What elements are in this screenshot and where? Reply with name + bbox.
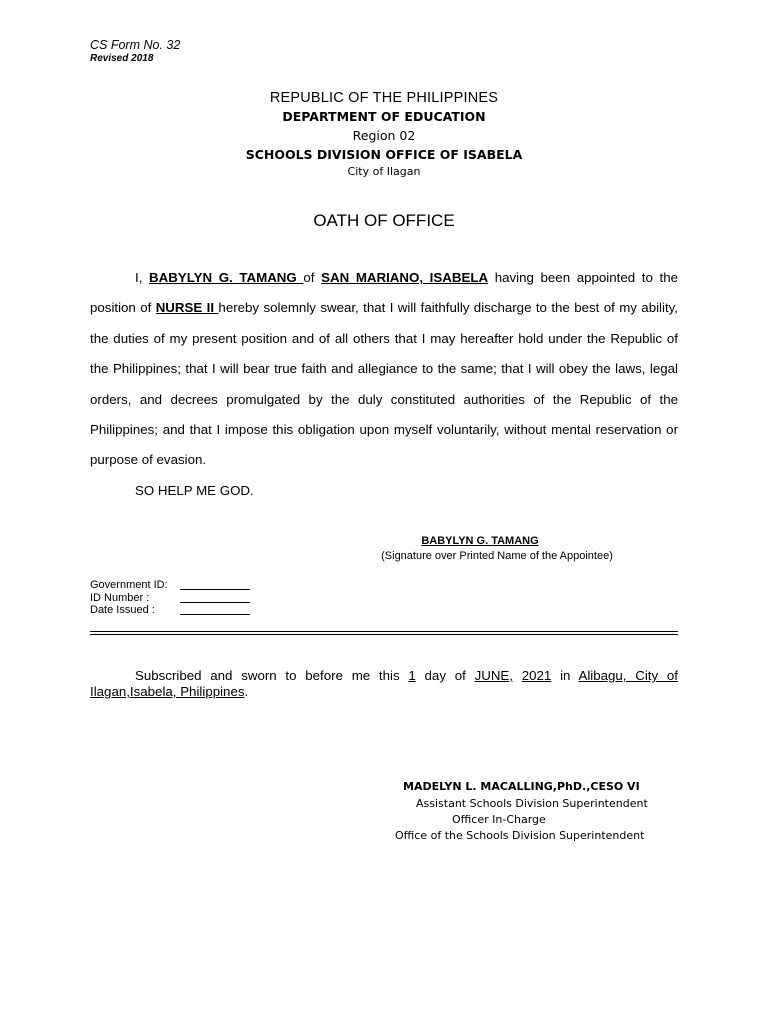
sworn-month-field: JUNE, — [474, 668, 513, 683]
header-department: DEPARTMENT OF EDUCATION — [282, 109, 486, 124]
id-number-label: ID Number : — [90, 591, 150, 604]
government-id-label: Government ID: — [90, 579, 168, 591]
id-number-row — [90, 592, 250, 605]
oath-of-text: of — [303, 270, 322, 285]
id-details — [90, 579, 250, 617]
oath-closing: SO HELP ME GOD. — [135, 483, 254, 498]
sworn-day-text: day of — [415, 668, 475, 683]
sworn-prefix: Subscribed and sworn to before me this — [135, 668, 409, 683]
signature-caption: (Signature over Printed Name of the Appointee) — [381, 550, 613, 562]
form-number: CS Form No. 32 — [90, 38, 181, 52]
oath-intro: I, — [135, 270, 150, 285]
form-revision: Revised 2018 — [90, 53, 154, 64]
appointee-signature-name: BABYLYN G. TAMANG — [421, 535, 539, 547]
header-city: City of Ilagan — [347, 165, 421, 178]
header-region: Region 02 — [352, 128, 416, 143]
sworn-space — [513, 668, 522, 683]
sworn-in-text: in — [551, 668, 579, 683]
appointee-address-field: SAN MARIANO, ISABELA — [321, 270, 489, 285]
officer-name: MADELYN L. MACALLING,PhD.,CESO VI — [403, 780, 640, 793]
double-rule-bottom — [90, 634, 678, 635]
government-id-blank — [180, 579, 250, 590]
officer-office: Office of the Schools Division Superintendent — [395, 829, 645, 842]
officer-role: Officer In-Charge — [452, 813, 546, 826]
oath-appointed-text: having been appointed to the position of — [90, 270, 678, 316]
id-number-blank — [180, 592, 250, 603]
date-issued-label: Date Issued : — [90, 604, 155, 616]
sworn-year-field: 2021 — [521, 668, 552, 683]
government-id-row — [90, 579, 250, 592]
header-division: SCHOOLS DIVISION OFFICE OF ISABELA — [245, 147, 523, 162]
appointee-name-field: BABYLYN G. TAMANG — [149, 270, 304, 285]
document-title: OATH OF OFFICE — [313, 211, 455, 230]
sworn-place-field: Alibagu, City of Ilagan,Isabela, Philippines — [90, 668, 678, 699]
date-issued-blank — [180, 604, 250, 615]
sworn-day-field: 1 — [408, 668, 416, 683]
oath-body-text: hereby solemnly swear, that I will faithfully discharge to the best of my ability, the duties of my present position and of all others that I may hereafter hold under the Republic of the Philippines; that I will bear true faith and allegiance to the same; that I will obey the laws, legal orders, and decrees promulgated by the duly constituted authorities of the Republic of the Philippines; and that I impose this obligation upon myself voluntarily, without mental reservation or purpose of evasion. — [90, 300, 679, 468]
sworn-paragraph — [90, 668, 678, 700]
double-rule-top — [90, 631, 678, 632]
sworn-suffix: . — [244, 684, 249, 699]
oath-paragraph — [90, 263, 678, 476]
officer-title: Assistant Schools Division Superintendent — [416, 797, 648, 810]
date-issued-row — [90, 604, 250, 617]
header-republic: REPUBLIC OF THE PHILIPPINES — [269, 90, 499, 106]
position-field: NURSE II — [155, 300, 219, 316]
